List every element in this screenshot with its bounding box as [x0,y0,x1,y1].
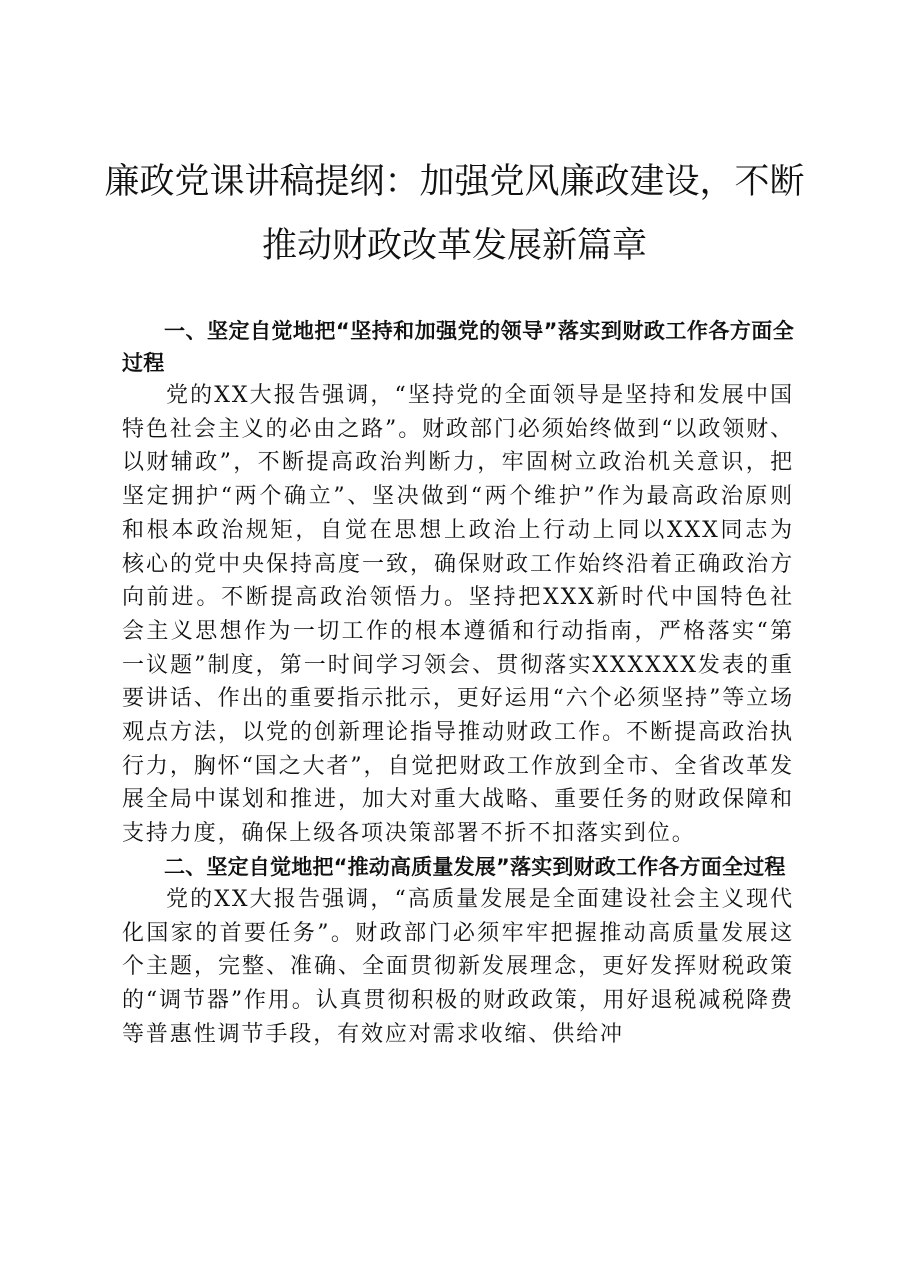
section-1-paragraph: 党的XX大报告强调，“坚持党的全面领导是坚持和发展中国特色社会主义的必由之路”。财政部门必须始终做到“以政领财、以财辅政”，不断提高政治判断力，牢固树立政治机关意识，把坚定拥护“两个确立”、坚决做到“两个维护”作为最高政治原则和根本政治规矩，自觉在思想上政治上行动上同以XXX同志为核心的党中央保持高度一致，确保财政工作始终沿着正确政治方向前进。不断提高政治领悟力。坚持把XXX新时代中国特色社会主义思想作为一切工作的根本遵循和行动指南，严格落实“第一议题”制度，第一时间学习领会、贯彻落实XXXXXX发表的重要讲话、作出的重要指示批示，更好运用“六个必须坚持”等立场观点方法，以党的创新理论指导推动财政工作。不断提高政治执行力，胸怀“国之大者”，自觉把财政工作放到全市、全省改革发展全局中谋划和推进，加大对重大战略、重要任务的财政保障和支持力度，确保上级各项决策部署不折不扣落实到位。 [122,383,794,847]
section-2-paragraph: 党的XX大报告强调，“高质量发展是全面建设社会主义现代化国家的首要任务”。财政部门必须牢牢把握推动高质量发展这个主题，完整、准确、全面贯彻新发展理念，更好发挥财税政策的“调节器”作用。认真贯彻积极的财政政策，用好退税减税降费等普惠性调节手段，有效应对需求收缩、供给冲 [122,886,794,1047]
document-title-line-2: 推动财政改革发展新篇章 [261,226,647,266]
section-1-heading: 一、坚定自觉地把“坚持和加强党的领导”落实到财政工作各方面全过程 [122,319,794,375]
document-body [122,315,794,1051]
document-title-line-1: 廉政党课讲稿提纲：加强党风廉政建设，不断 [104,162,805,202]
section-2-heading: 二、坚定自觉地把“推动高质量发展”落实到财政工作各方面全过程 [164,854,786,879]
